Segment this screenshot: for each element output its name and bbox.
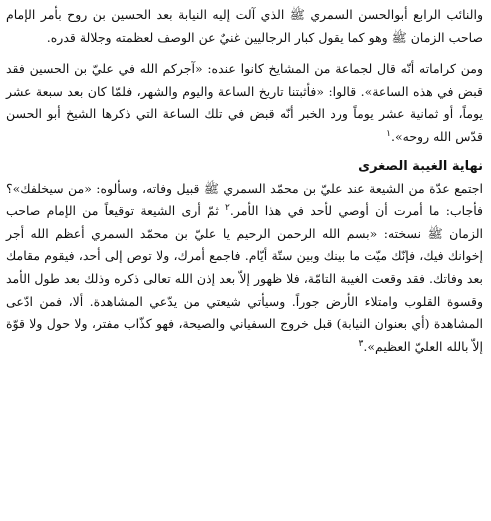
paragraph-miracle [6, 58, 483, 148]
paragraph-text: ومن كراماته أنّه قال لجماعة من المشايخ كانوا عنده: «آجركم الله في عليّ بن الحسين فقد قبض في هذه الساعة». قالوا: «فأثبتنا تاريخ الساعة واليوم والشهر، فلمّا كان بعد سبعة عشر يوماً، أو ثمانية عشر يوماً ورد الخبر أنّه قبض في تلك الساعة التي ذكرها الشيخ أبو الحسن قدّس الله روحه». [6, 61, 483, 144]
section-heading: نهاية الغيبة الصغرى [358, 158, 483, 174]
footnote-marker: ١ [386, 128, 391, 139]
paragraph-fourth-deputy [6, 4, 483, 49]
paragraph-text: والنائب الرابع أبوالحسن السمري ﷺ الذي آلت إليه النيابة بعد الحسين بن روح بأمر الإمام صاحب الزمان ﷺ وهو كما يقول كبار الرجاليين غنيٌ عن الوصف لعظمته وجلالة قدره. [6, 7, 483, 45]
paragraph-spacer [6, 49, 483, 58]
paragraph-text: اجتمع عدّة من الشيعة عند عليّ بن محمّد السمري ﷺ قبيل وفاته، وسألوه: «من سيخلفك»؟ فأجاب: ما أمرت أن أوصي لأحد في هذا الأمر. [6, 180, 483, 219]
footnote-marker: ٣ [358, 338, 364, 349]
paragraph-spacer [6, 149, 483, 156]
paragraph-text: ثمّ أرى الشيعة توقيعاً من الإمام صاحب الزمان ﷺ نسخته: «بسم الله الرحمن الرحيم يا عليّ بن محمّد السمري أعظم الله أجر إخوانك فيك، فإنّك ميّت ما بينك وبين ستّة أيّام. فاجمع أمرك، ولا توص إلى أحد، فيقوم مقامك بعد وفاتك. فقد وقعت الغيبة التامّة، فلا ظهور إلاّ بعد إذن الله تعالى ذكره وذلك بعد طول الأمد وقسوة القلوب وامتلاء الأرض جوراً. وسيأتي شيعتي من يدّعي المشاهدة. ألا، فمن ادّعى المشاهدة (أي بعنوان النيابة) قبل خروج السفياني والصيحة، فهو كذّاب مفتر، ولا حول ولا قوّة إلاّ بالله العليّ العظيم». [6, 203, 483, 354]
footnote-marker: ٢ [225, 203, 230, 213]
paragraph-end-of-minor-occultation [6, 178, 483, 359]
